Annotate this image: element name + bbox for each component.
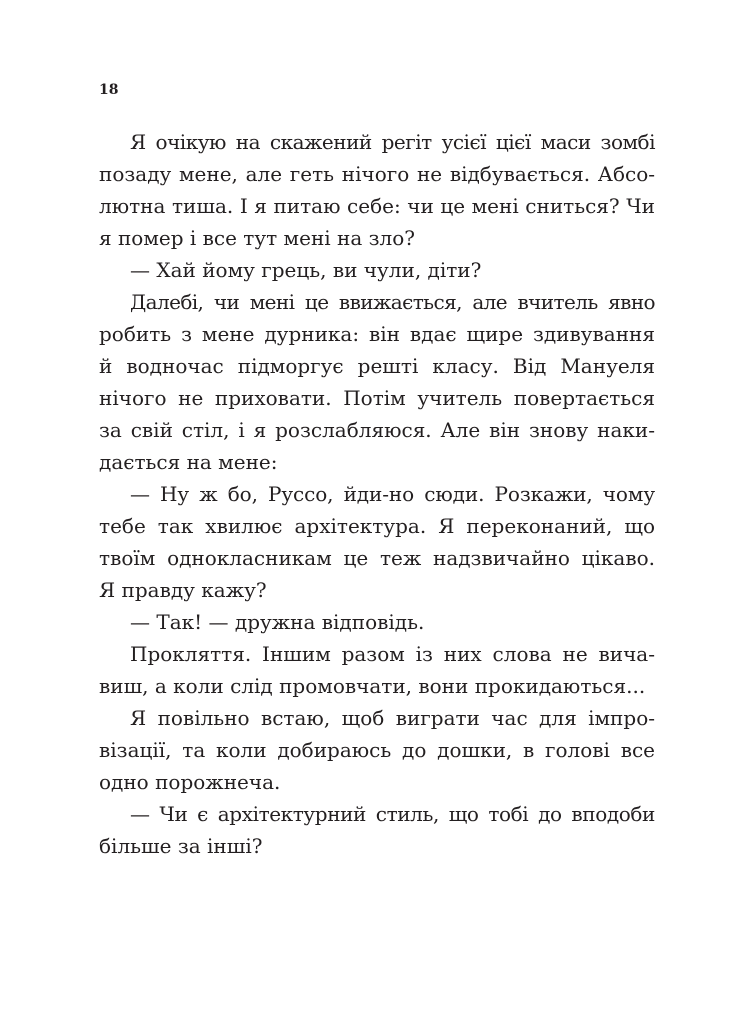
page-number: 18 (99, 82, 119, 98)
text-line: Я правду кажу? (99, 578, 267, 602)
text-line: візації, та коли добираюсь до дошки, в голові все (99, 738, 655, 762)
text-line: Я повільно встаю, щоб виграти час для імпро- (130, 706, 655, 730)
text-line: дається на мене: (99, 450, 278, 474)
text-line: за свій стіл, і я розслабляюся. Але він знову наки- (99, 418, 655, 442)
paragraph (99, 798, 655, 862)
text-line: нічого не приховати. Потім учитель повертається (99, 386, 655, 410)
text-line: твоїм однокласникам це теж надзвичайно цікаво. (99, 546, 655, 570)
text-line: виш, а коли слід промовчати, вони прокидаються... (99, 674, 646, 698)
text-line: — Так! — дружна відповідь. (130, 610, 425, 634)
text-line: Далебі, чи мені це ввижається, але вчитель явно (130, 290, 655, 314)
body-text (99, 126, 655, 862)
text-line: я помер і все тут мені на зло? (99, 226, 416, 250)
text-line: — Чи є архітектурний стиль, що тобі до вподоби (130, 802, 655, 826)
text-line: — Ну ж бо, Руссо, йди-но сюди. Розкажи, чому (130, 482, 655, 506)
paragraph (99, 606, 655, 638)
text-line: — Хай йому грець, ви чули, діти? (130, 258, 482, 282)
text-line: більше за інші? (99, 834, 263, 858)
text-line: Прокляття. Іншим разом із них слова не вича- (130, 642, 655, 666)
text-line: й водночас підморгує решті класу. Від Мануеля (99, 354, 655, 378)
text-line: тебе так хвилює архітектура. Я переконаний, що (99, 514, 655, 538)
paragraph (99, 126, 655, 254)
paragraph (99, 638, 655, 702)
text-line: Я очікую на скажений регіт усієї цієї маси зомбі (130, 130, 655, 154)
paragraph (99, 478, 655, 606)
paragraph (99, 286, 655, 478)
text-line: лютна тиша. І я питаю себе: чи це мені сниться? Чи (99, 194, 655, 218)
text-line: одно порожнеча. (99, 770, 281, 794)
paragraph (99, 254, 655, 286)
text-line: робить з мене дурника: він вдає щире здивування (99, 322, 655, 346)
text-line: позаду мене, але геть нічого не відбувається. Абсо- (99, 162, 655, 186)
paragraph (99, 702, 655, 798)
